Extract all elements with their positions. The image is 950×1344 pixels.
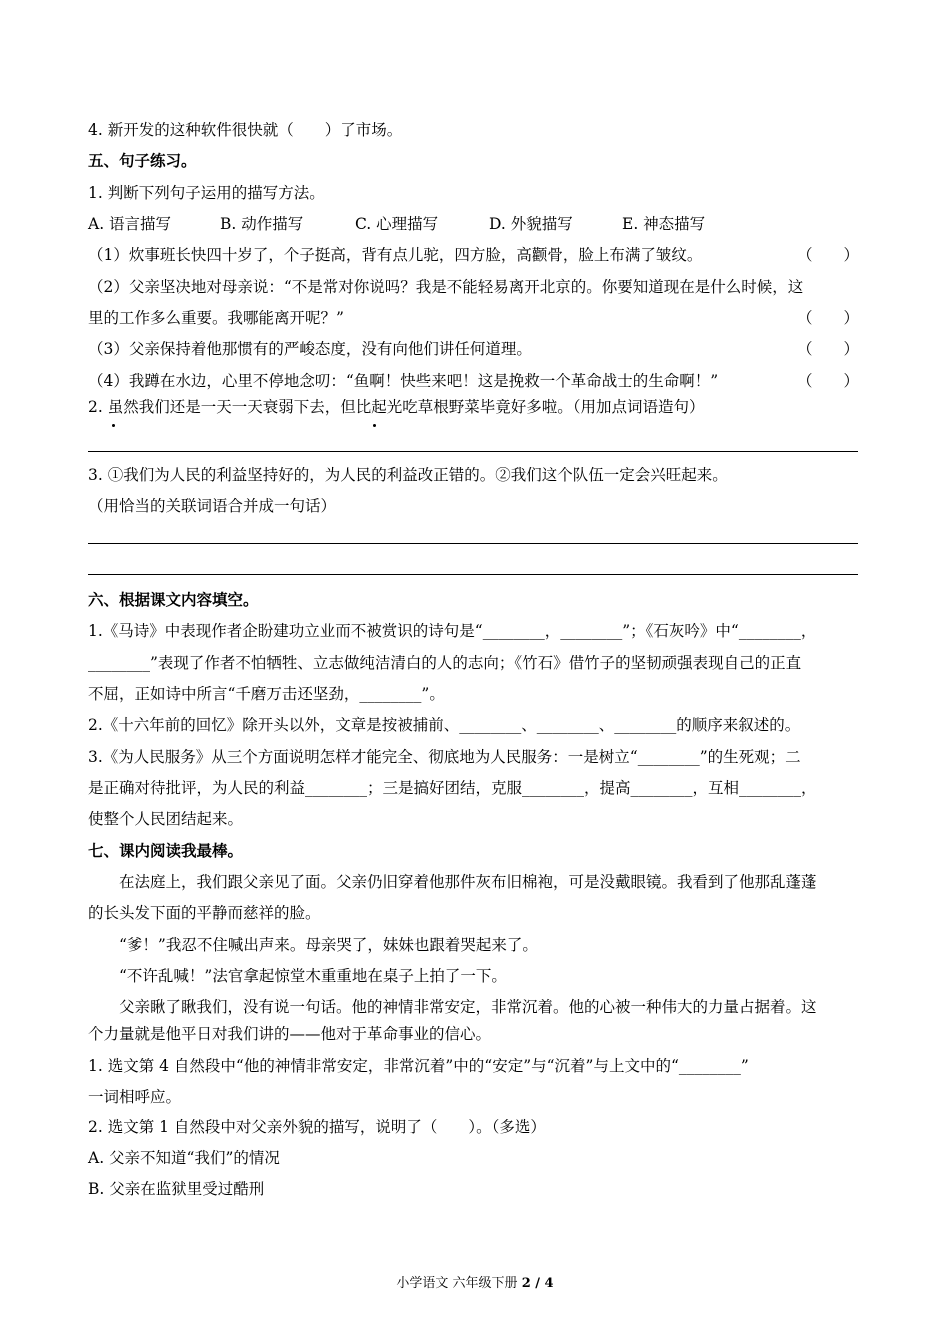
passage-paragraph-1: 在法庭上，我们跟父亲见了面。父亲仍旧穿着他那件灰布旧棉袍，可是没戴眼镜。我看到了他那乱蓬蓬 bbox=[119, 873, 817, 891]
answer-line[interactable] bbox=[88, 574, 858, 575]
footer-subject: 小学语文 六年级下册 bbox=[396, 1276, 522, 1291]
question-5-3-note: （用恰当的关联词语合并成一句话） bbox=[88, 497, 337, 515]
emphasis-dot bbox=[112, 424, 115, 427]
passage-paragraph-4-cont: 个力量就是他平日对我们讲的——他对于革命事业的信心。 bbox=[88, 1025, 492, 1043]
passage-paragraph-2: “爹！”我忍不住喊出声来。母亲哭了，妹妹也跟着哭起来了。 bbox=[119, 936, 538, 954]
item-5-1-2-cont: 里的工作多么重要。我哪能离开呢？” bbox=[88, 309, 344, 327]
item-5-1-4: （4）我蹲在水边，心里不停地念叨：“鱼啊！快些来吧！这是挽救一个革命战士的生命啊！” bbox=[88, 372, 719, 390]
question-6-3-cont: 是正确对待批评，为人民的利益________；三是搞好团结，克服________，提高________，互相________， bbox=[88, 779, 817, 797]
page-footer bbox=[0, 1276, 950, 1292]
question-5-2: 2. 虽然我们还是一天一天衰弱下去，但比起光吃草根野菜毕竟好多啦。（用加点词语造句） bbox=[88, 398, 705, 416]
option-c: C. 心理描写 bbox=[355, 215, 439, 233]
answer-line[interactable] bbox=[88, 543, 858, 544]
answer-paren: （ ） bbox=[797, 246, 860, 264]
question-5-3: 3. ①我们为人民的利益坚持好的，为人民的利益改正错的。②我们这个队伍一定会兴旺起来。 bbox=[88, 466, 728, 484]
question-6-1-cont2: 不屈，正如诗中所言“千磨万击还坚劲，________”。 bbox=[88, 685, 445, 703]
passage-paragraph-3: “不许乱喊！”法官拿起惊堂木重重地在桌子上拍了一下。 bbox=[119, 967, 507, 985]
section-5-title: 五、句子练习。 bbox=[88, 151, 197, 170]
answer-paren: （ ） bbox=[797, 340, 860, 358]
answer-line[interactable] bbox=[88, 451, 858, 452]
passage-paragraph-4: 父亲瞅了瞅我们，没有说一句话。他的神情非常安定，非常沉着。他的心被一种伟大的力量占据着。这 bbox=[119, 998, 817, 1016]
item-5-1-2: （2）父亲坚决地对母亲说：“不是常对你说吗？我是不能轻易离开北京的。你要知道现在是什么时候，这 bbox=[88, 278, 804, 296]
exercise-4-4: 4. 新开发的这种软件很快就（ ）了市场。 bbox=[88, 121, 403, 139]
item-5-1-3: （3）父亲保持着他那惯有的严峻态度，没有向他们讲任何道理。 bbox=[88, 340, 532, 358]
question-6-1-cont: ________”表现了作者不怕牺牲、立志做纯洁清白的人的志向；《竹石》借竹子的坚韧顽强表现自己的正直 bbox=[88, 654, 802, 672]
question-7-1-cont: 一词相呼应。 bbox=[88, 1088, 182, 1106]
option-b: B. 动作描写 bbox=[220, 215, 304, 233]
item-5-1-1: （1）炊事班长快四十岁了，个子挺高，背有点儿驼，四方脸，高颧骨，脸上布满了皱纹。 bbox=[88, 246, 703, 264]
answer-paren: （ ） bbox=[797, 372, 860, 390]
question-6-3-cont2: 使整个人民团结起来。 bbox=[88, 810, 244, 828]
section-7-title: 七、课内阅读我最棒。 bbox=[88, 841, 244, 860]
option-a: A. 语言描写 bbox=[88, 215, 172, 233]
answer-paren: （ ） bbox=[797, 309, 860, 327]
question-5-1: 1. 判断下列句子运用的描写方法。 bbox=[88, 184, 325, 202]
option-e: E. 神态描写 bbox=[622, 215, 706, 233]
passage-paragraph-1-cont: 的长头发下面的平静而慈祥的脸。 bbox=[88, 904, 321, 922]
option-d: D. 外貌描写 bbox=[489, 215, 573, 233]
question-6-2: 2.《十六年前的回忆》除开头以外，文章是按被捕前、________、________、________的顺序来叙述的。 bbox=[88, 716, 801, 734]
question-6-1: 1.《马诗》中表现作者企盼建功立业而不被赏识的诗句是“________，________”；《石灰吟》中“________， bbox=[88, 622, 817, 640]
section-6-title: 六、根据课文内容填空。 bbox=[88, 590, 259, 609]
question-7-1: 1. 选文第 4 自然段中“他的神情非常安定，非常沉着”中的“安定”与“沉着”与上文中的“________” bbox=[88, 1057, 749, 1075]
question-7-2: 2. 选文第 1 自然段中对父亲外貌的描写，说明了（ ）。（多选） bbox=[88, 1118, 546, 1136]
emphasis-dot bbox=[373, 424, 376, 427]
question-6-3: 3.《为人民服务》从三个方面说明怎样才能完全、彻底地为人民服务：一是树立“________”的生死观；二 bbox=[88, 748, 801, 766]
page-number: 2 / 4 bbox=[521, 1276, 554, 1291]
option-7-2-b: B. 父亲在监狱里受过酷刑 bbox=[88, 1180, 265, 1198]
option-7-2-a: A. 父亲不知道“我们”的情况 bbox=[88, 1149, 280, 1167]
